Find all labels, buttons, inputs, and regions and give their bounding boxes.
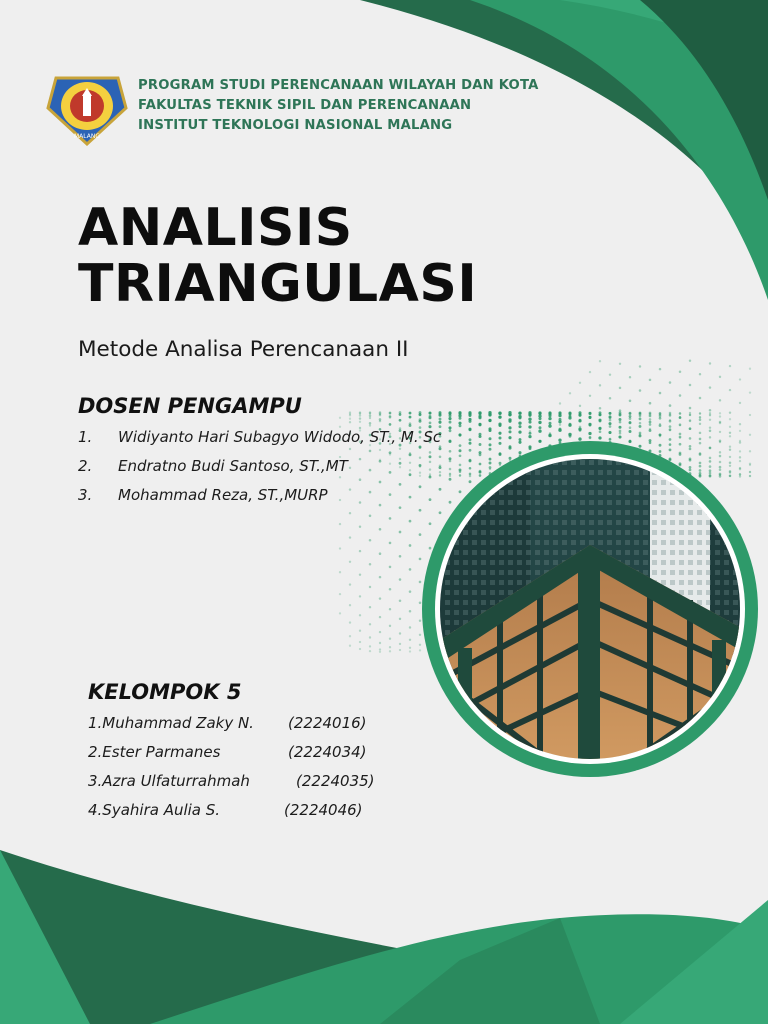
dosen-item: 1. Widiyanto Hari Subagyo Widodo, ST., M. Sc: [78, 428, 442, 446]
dosen-heading: DOSEN PENGAMPU: [78, 394, 302, 418]
kelompok-heading: KELOMPOK 5: [88, 680, 242, 704]
institution-line-faculty: FAKULTAS TEKNIK SIPIL DAN PERENCANAAN: [138, 98, 472, 113]
page-subtitle: Metode Analisa Perencanaan II: [78, 337, 409, 362]
member-item: 1.Muhammad Zaky N. (2224016): [88, 714, 367, 732]
institution-line-program: PROGRAM STUDI PERENCANAAN WILAYAH DAN KOTA: [138, 78, 539, 93]
dosen-item: 2. Endratno Budi Santoso, ST.,MT: [78, 457, 348, 475]
member-item: 4.Syahira Aulia S. (2224046): [88, 801, 363, 819]
dosen-list: [78, 428, 441, 515]
institution-header: [46, 70, 539, 146]
page-title: [78, 200, 477, 312]
member-list: [88, 714, 375, 830]
institution-logo: [46, 70, 128, 146]
institution-line-institute: INSTITUT TEKNOLOGI NASIONAL MALANG: [138, 118, 453, 133]
logo-city-text: MALANG: [73, 133, 101, 140]
dosen-item: 3. Mohammad Reza, ST.,MURP: [78, 486, 328, 504]
member-item: 2.Ester Parmanes (2224034): [88, 743, 367, 761]
member-item: 3.Azra Ulfaturrahmah (2224035): [88, 772, 375, 790]
title-line-2: TRIANGULASI: [78, 254, 478, 314]
title-line-1: ANALISIS: [78, 198, 353, 258]
